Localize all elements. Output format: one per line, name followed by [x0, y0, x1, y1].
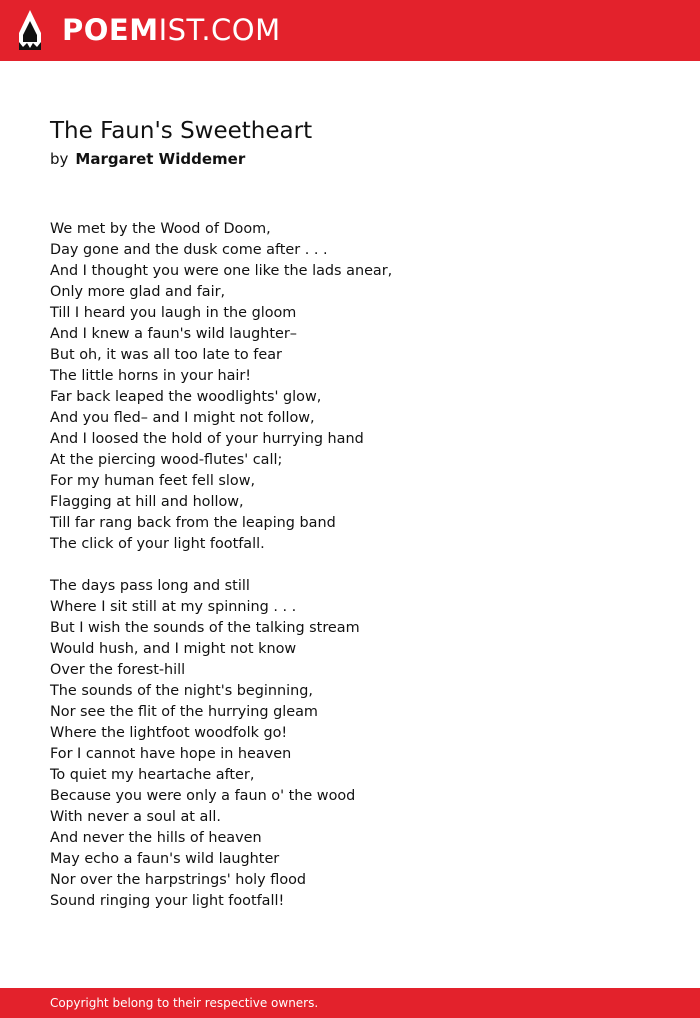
- site-footer: [0, 988, 700, 1018]
- poem-line: And I loosed the hold of your hurrying hand: [50, 431, 364, 447]
- poem-line: For I cannot have hope in heaven: [50, 746, 292, 762]
- poem-line: Sound ringing your light footfall!: [50, 893, 285, 909]
- poem-line: Only more glad and fair,: [50, 284, 226, 300]
- poem-line: Where the lightfoot woodfolk go!: [50, 725, 288, 741]
- poem-line: At the piercing wood-flutes' call;: [50, 452, 283, 468]
- poem-line: And I thought you were one like the lads anear,: [50, 263, 393, 279]
- poem-line: But oh, it was all too late to fear: [50, 347, 282, 363]
- pen-nib-icon: [17, 9, 43, 51]
- site-logo[interactable]: [62, 13, 281, 47]
- poem-line: Far back leaped the woodlights' glow,: [50, 389, 322, 405]
- poem-body: [50, 219, 670, 912]
- poem-line: And I knew a faun's wild laughter–: [50, 326, 297, 342]
- stanza: [50, 219, 670, 555]
- by-label: by: [50, 150, 69, 168]
- logo-bold-text: POEM: [62, 13, 159, 47]
- poem-line: The sounds of the night's beginning,: [50, 683, 313, 699]
- poem-line: Over the forest-hill: [50, 662, 186, 678]
- poem-line: Because you were only a faun o' the wood: [50, 788, 356, 804]
- poem-line: Nor see the flit of the hurrying gleam: [50, 704, 318, 720]
- logo-light-text: IST.COM: [158, 13, 281, 47]
- author-name: Margaret Widdemer: [75, 150, 246, 168]
- stanza-divider: [50, 555, 670, 576]
- poem-line: But I wish the sounds of the talking stream: [50, 620, 360, 636]
- poem-line: And you fled– and I might not follow,: [50, 410, 315, 426]
- poem-line: Till I heard you laugh in the gloom: [50, 305, 297, 321]
- poem-line: Where I sit still at my spinning . . .: [50, 599, 297, 615]
- poem-title: The Faun's Sweetheart: [50, 118, 313, 144]
- poem-line: And never the hills of heaven: [50, 830, 262, 846]
- poem-line: Till far rang back from the leaping band: [50, 515, 336, 531]
- stanza: [50, 576, 670, 912]
- poem-line: Flagging at hill and hollow,: [50, 494, 244, 510]
- poem-line: To quiet my heartache after,: [50, 767, 255, 783]
- poem-line: May echo a faun's wild laughter: [50, 851, 280, 867]
- poem-line: We met by the Wood of Doom,: [50, 221, 271, 237]
- site-header: [0, 0, 700, 61]
- poem-line: The little horns in your hair!: [50, 368, 252, 384]
- poem-line: Day gone and the dusk come after . . .: [50, 242, 328, 258]
- poem-line: Would hush, and I might not know: [50, 641, 297, 657]
- poem-line: For my human feet fell slow,: [50, 473, 256, 489]
- poem-line: With never a soul at all.: [50, 809, 221, 825]
- copyright-text: Copyright belong to their respective owners.: [50, 996, 319, 1010]
- poem-line: Nor over the harpstrings' holy flood: [50, 872, 307, 888]
- poem-line: The days pass long and still: [50, 578, 250, 594]
- byline: [50, 150, 245, 168]
- poem-line: The click of your light footfall.: [50, 536, 265, 552]
